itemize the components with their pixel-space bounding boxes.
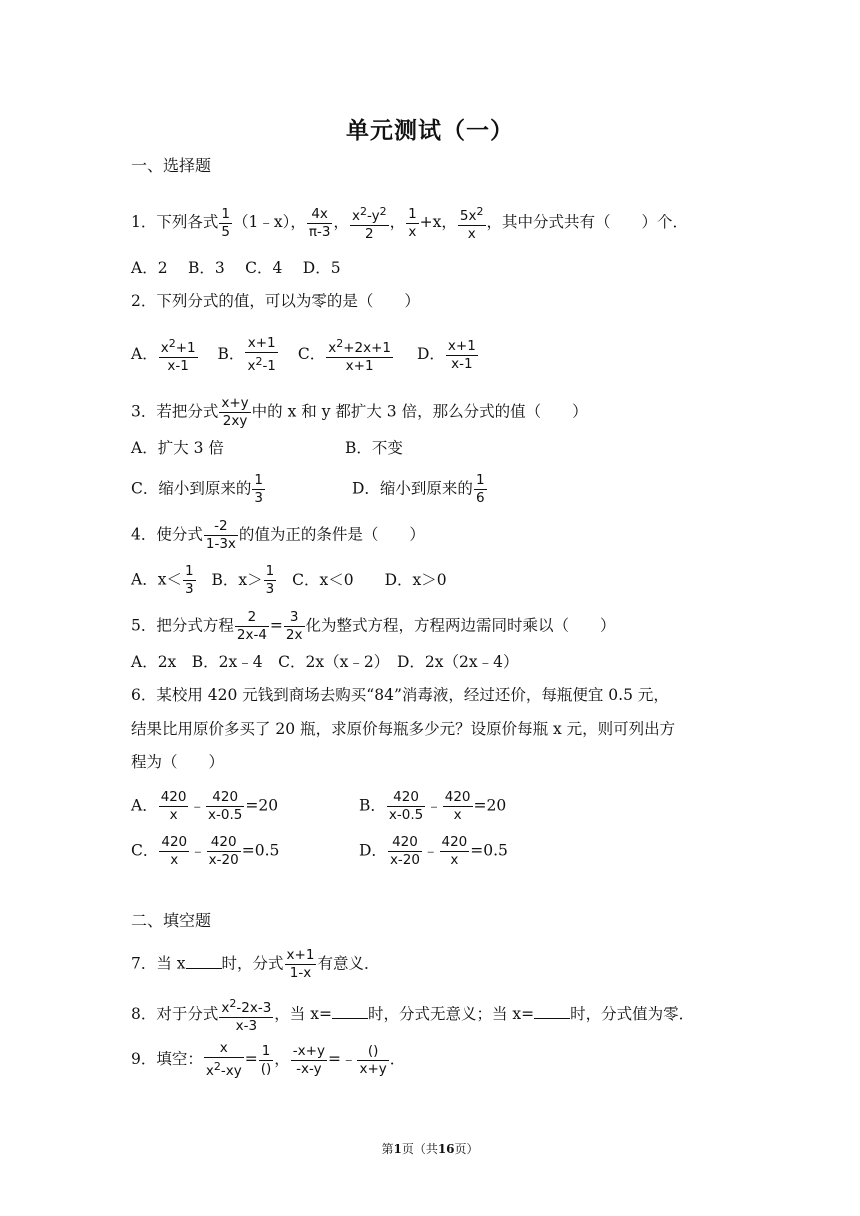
fraction: $\frac{1}{3}$: [184, 563, 194, 597]
fraction: $\frac{-2}{1-3x}$: [205, 518, 236, 552]
page-footer: 第1页（共16页）: [381, 1142, 479, 1156]
fraction: $\frac{1}{()}$: [260, 1042, 272, 1077]
q6-options-cd: C． $\frac{420}{x}$ ﹣ $\frac{420}{x-20}$ =0.5 D． $\frac{420}{x-20}$ ﹣ $\frac{420}{x}$ =0.5: [131, 834, 508, 868]
fraction: $\frac{()}{x+y}$: [359, 1042, 387, 1077]
q1-options: A．2 B．3 C．4 D．5: [131, 259, 341, 277]
question-7: 7．当 x 时，分式 $\frac{x+1}{1-x}$ 有意义．: [131, 947, 380, 981]
fraction: $\frac{3}{2x}$: [285, 609, 303, 643]
fraction: $\frac{1}{3}$: [254, 472, 263, 506]
question-6-line-1: 6．某校用 420 元钱到商场去购买“84”消毒液，经过还价，每瓶便宜 0.5 元，: [131, 686, 669, 704]
question-8: 8．对于分式 $\frac{x^2-2x-3}{x-3}$ ，当 x= 时，分式无意义；当 x= 时，分式值为零．: [131, 997, 695, 1034]
fraction: $\frac{x+1}{x^2-1}$: [247, 335, 276, 374]
fraction: $\frac{420}{x}$: [441, 834, 468, 868]
answer-blank: [332, 1004, 368, 1019]
fraction: $\frac{420}{x-0.5}$: [208, 789, 243, 823]
question-3: 3．若把分式 $\frac{x+y}{2xy}$ 中的 x 和 y 都扩大 3 倍，那么分式的值（ ）: [131, 395, 588, 429]
q3-options-cd: C．缩小到原来的 $\frac{1}{3}$ D．缩小到原来的 $\frac{1}{6}$: [131, 472, 485, 506]
question-9: 9．填空： $\frac{x}{x^2-xy}$ = $\frac{1}{()}$ ， $\frac{-x+y}{-x-y}$ =﹣ $\frac{()}{x+y}$ ．: [131, 1040, 406, 1079]
fraction: $\frac{x^2-y^2}{2}$: [351, 205, 387, 242]
page-number: 1: [393, 1142, 402, 1156]
answer-blank: [186, 954, 222, 969]
fraction: $\frac{420}{x}$: [161, 834, 188, 868]
fraction: $\frac{1}{5}$: [221, 205, 230, 240]
question-2: 2．下列分式的值，可以为零的是（ ）: [131, 292, 420, 310]
fraction: $\frac{2}{2x-4}$: [236, 609, 267, 643]
fraction: $\frac{1}{3}$: [265, 563, 275, 597]
fraction: $\frac{x^2+2x+1}{x+1}$: [328, 337, 392, 374]
section-choice-heading: 一、选择题: [131, 156, 212, 175]
fraction: $\frac{x+y}{2xy}$: [221, 395, 249, 429]
fraction: $\frac{x^2-2x-3}{x-3}$: [221, 997, 272, 1034]
q3-options-ab: A．扩大 3 倍 B．不变: [131, 439, 403, 457]
fraction: $\frac{420}{x-0.5}$: [388, 789, 424, 823]
fraction: $\frac{x+1}{1-x}$: [286, 947, 315, 981]
fraction: $\frac{420}{x-20}$: [208, 834, 239, 868]
question-6-line-3: 程为（ ）: [131, 753, 225, 771]
q2-options: A． $\frac{x^2+1}{x-1}$ B． $\frac{x+1}{x^2-1}$ C． $\frac{x^2+2x+1}{x+1}$ D． $\frac{x+1}{x-1}$: [131, 335, 476, 374]
q6-options-ab: A． $\frac{420}{x}$ ﹣ $\frac{420}{x-0.5}$ =20 B． $\frac{420}{x-0.5}$ ﹣ $\frac{420}{x}$ =20: [131, 789, 507, 823]
fraction: $\frac{1}{x}$: [408, 205, 417, 240]
page-title: 单元测试（一）: [346, 117, 514, 144]
question-1: 1．下列各式 $\frac{1}{5}$ （1﹣x）， $\frac{4x}{\pi-3}$ ， $\frac{x^2-y^2}{2}$ ， $\frac{1}{x}$ +x， $\frac{5x^2}{x}$ ，其中分式共有（ ）个．: [131, 205, 689, 242]
page-total: 16: [437, 1142, 455, 1156]
fraction: $\frac{5x^2}{x}$: [459, 205, 484, 242]
fraction: $\frac{4x}{\pi-3}$: [308, 205, 331, 240]
fraction: $\frac{1}{6}$: [475, 472, 485, 506]
answer-blank: [534, 1004, 570, 1019]
fraction: $\frac{420}{x-20}$: [389, 834, 420, 868]
fraction: $\frac{x}{x^2-xy}$: [205, 1040, 242, 1079]
section-fill-heading: 二、填空题: [131, 911, 212, 930]
fraction: $\frac{420}{x}$: [444, 789, 471, 823]
question-6-line-2: 结果比用原价多买了 20 瓶，求原价每瓶多少元？设原价每瓶 x 元，则可列出方: [131, 720, 676, 738]
question-5: 5．把分式方程 $\frac{2}{2x-4}$ = $\frac{3}{2x}$ 化为整式方程，方程两边需同时乘以（ ）: [131, 609, 616, 643]
fraction: $\frac{x^2+1}{x-1}$: [160, 337, 196, 374]
q1-stem: 1．下列各式: [131, 213, 219, 231]
fraction: $\frac{420}{x}$: [160, 789, 187, 823]
fraction: $\frac{x+1}{x-1}$: [447, 337, 476, 372]
question-4: 4．使分式 $\frac{-2}{1-3x}$ 的值为正的条件是（ ）: [131, 518, 425, 552]
fraction: $\frac{-x+y}{-x-y}$: [292, 1042, 325, 1077]
q5-options: A．2x B．2x﹣4 C．2x（x﹣2） D．2x（2x﹣4）: [131, 653, 519, 671]
q4-options: A．x＜ $\frac{1}{3}$ B．x＞ $\frac{1}{3}$ C．x＜0 D．x＞0: [131, 563, 447, 597]
